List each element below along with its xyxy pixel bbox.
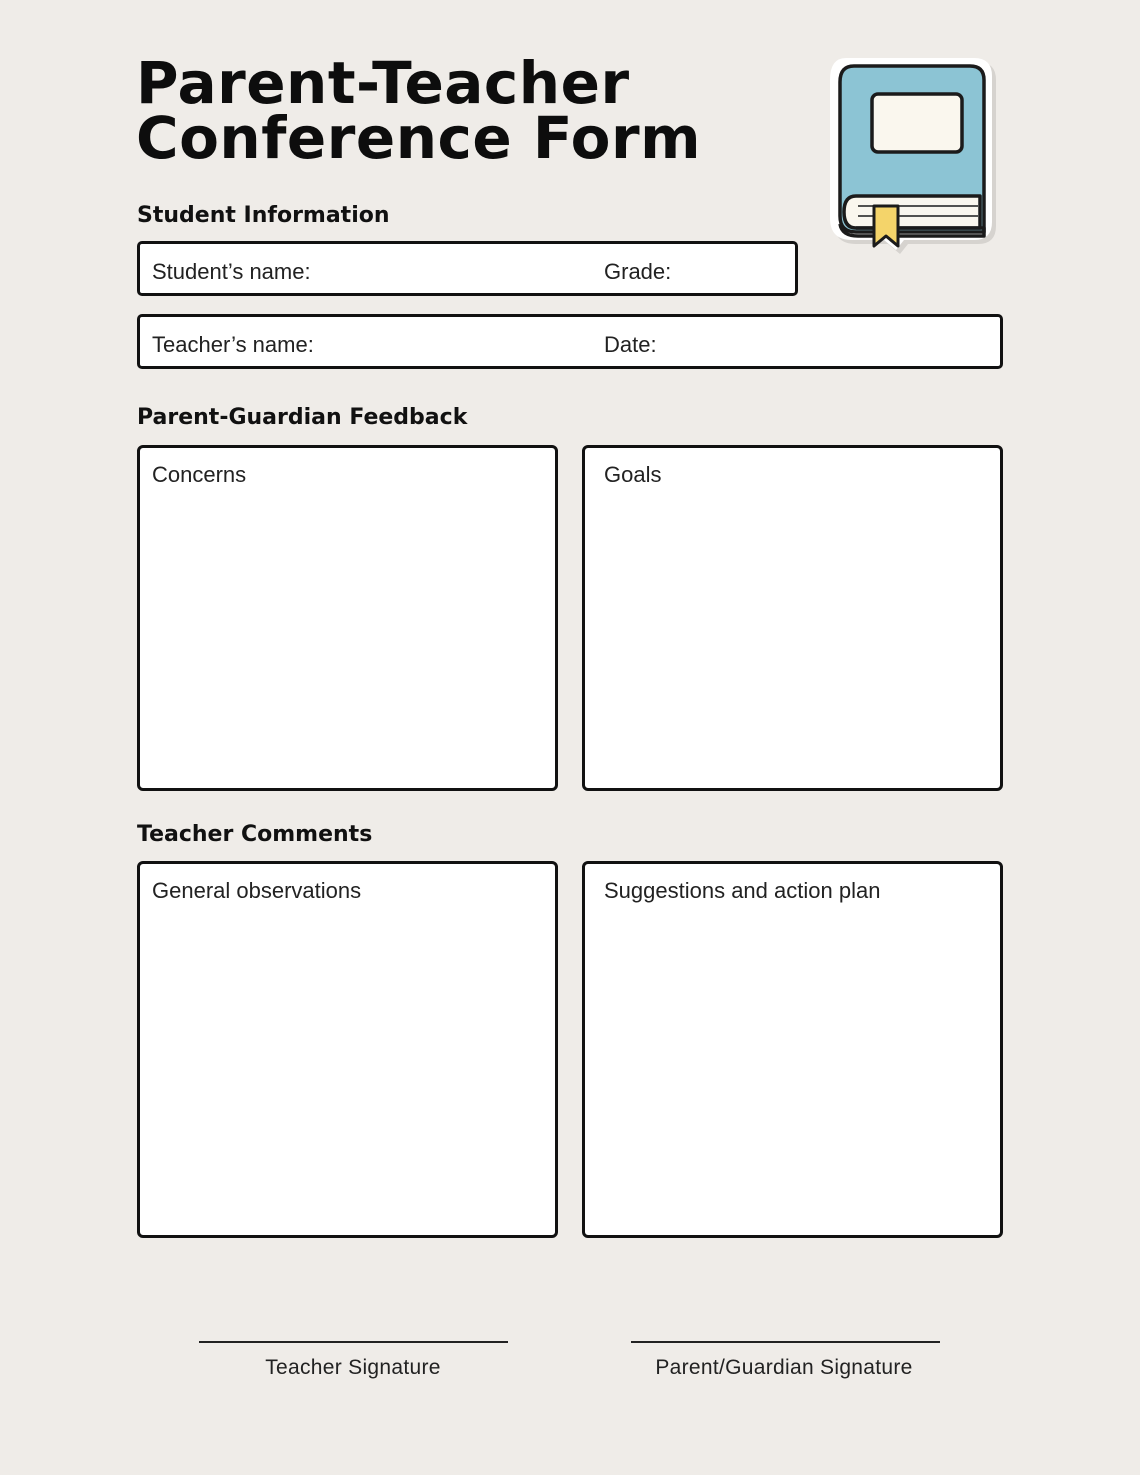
goals-box[interactable] bbox=[582, 445, 1003, 791]
parent-feedback-heading: Parent-Guardian Feedback bbox=[137, 405, 468, 430]
suggestions-box[interactable] bbox=[582, 861, 1003, 1238]
student-name-label: Student’s name: bbox=[152, 259, 311, 284]
suggestions-label: Suggestions and action plan bbox=[604, 878, 881, 903]
date-label: Date: bbox=[604, 332, 657, 357]
parent-signature-line[interactable] bbox=[631, 1341, 940, 1343]
teacher-name-row[interactable] bbox=[137, 314, 1003, 369]
title-line-1: Parent-Teacher bbox=[136, 49, 630, 117]
concerns-box[interactable] bbox=[137, 445, 558, 791]
page-title bbox=[136, 49, 702, 172]
student-name-row[interactable] bbox=[137, 241, 798, 296]
title-line-2: Conference Form bbox=[136, 104, 702, 172]
general-observations-label: General observations bbox=[152, 878, 362, 903]
grade-label: Grade: bbox=[604, 259, 672, 284]
concerns-label: Concerns bbox=[152, 462, 247, 487]
teacher-signature-label: Teacher Signature bbox=[265, 1356, 441, 1379]
general-observations-box[interactable] bbox=[137, 861, 558, 1238]
teacher-signature-line[interactable] bbox=[199, 1341, 508, 1343]
teacher-name-label: Teacher’s name: bbox=[152, 332, 314, 357]
parent-signature-label: Parent/Guardian Signature bbox=[655, 1356, 913, 1379]
goals-label: Goals bbox=[604, 462, 662, 487]
student-information-heading: Student Information bbox=[137, 203, 390, 228]
teacher-comments-heading: Teacher Comments bbox=[137, 822, 373, 847]
book-icon bbox=[828, 56, 1004, 265]
